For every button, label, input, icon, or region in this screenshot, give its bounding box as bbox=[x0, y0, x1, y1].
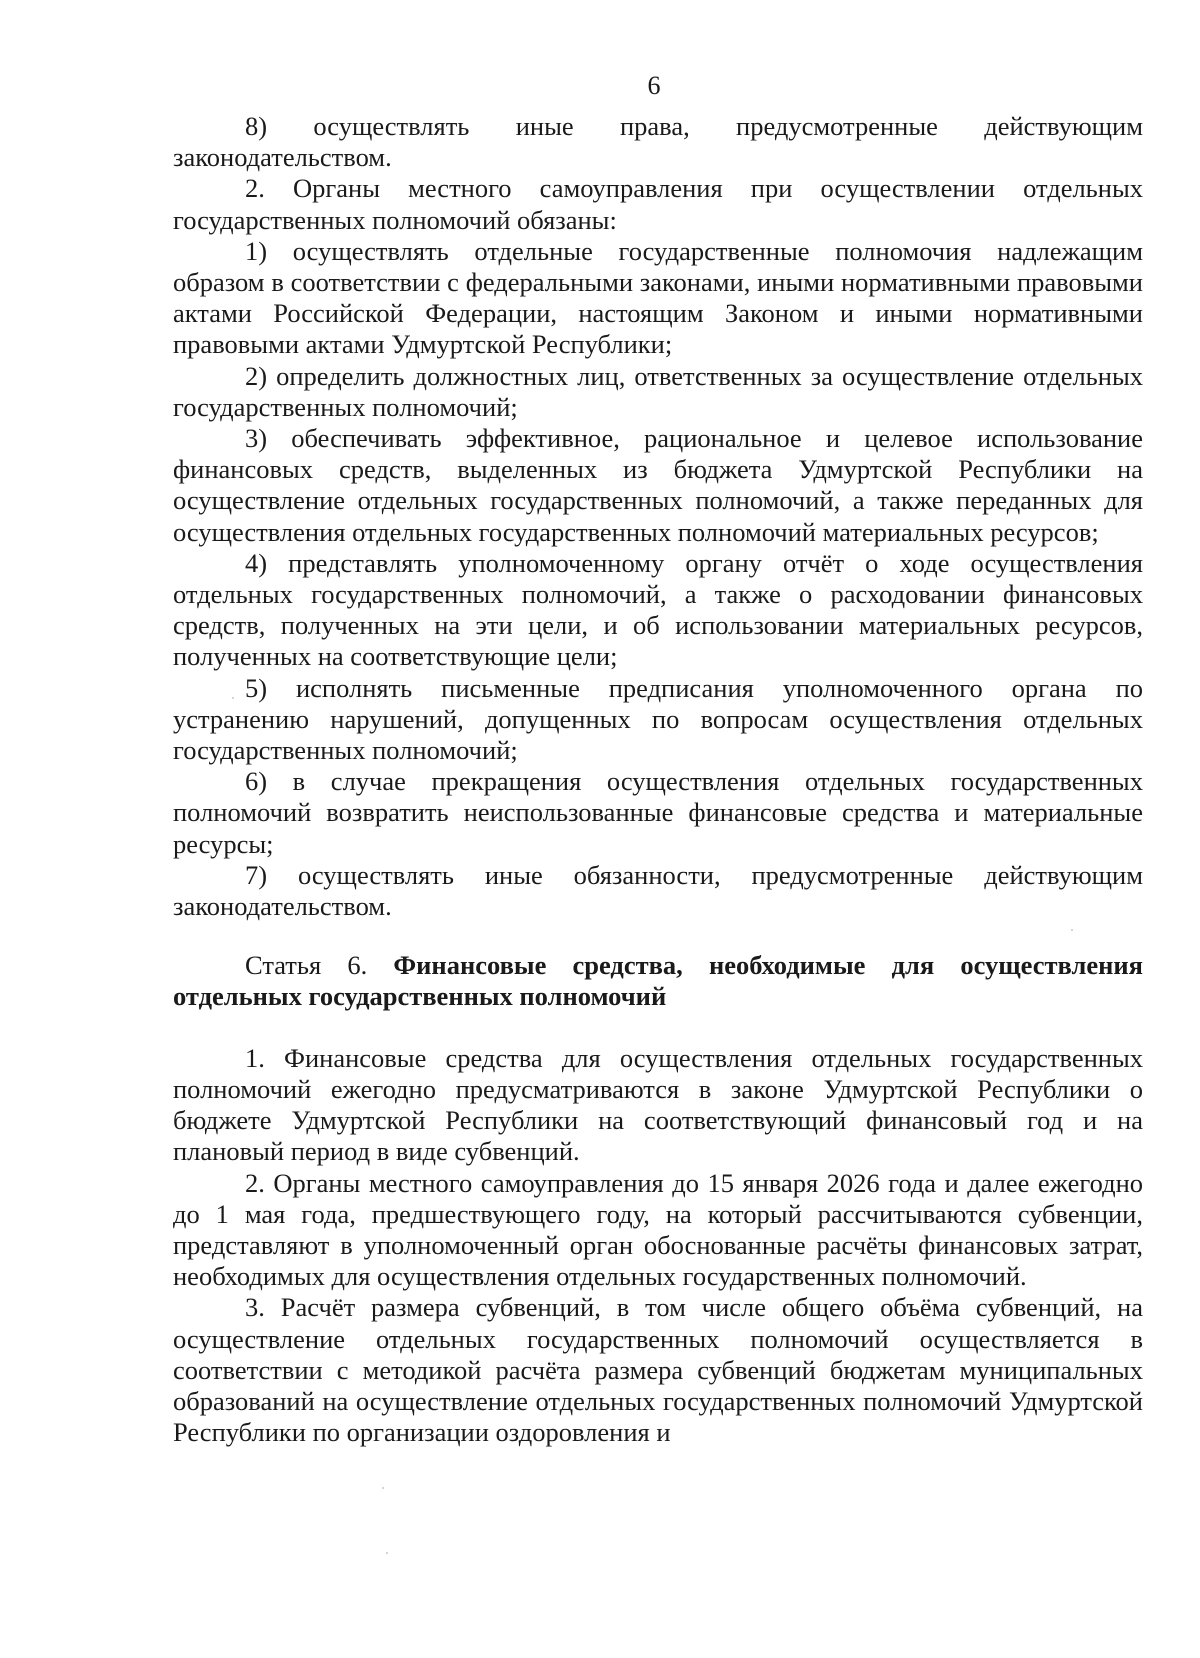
document-body bbox=[173, 111, 1143, 1448]
page-number: 6 bbox=[647, 71, 661, 100]
scan-speck bbox=[386, 1552, 388, 1554]
article-6-paragraph-1: 1. Финансовые средства для осуществления отдельных государственных полномочий ежегодно предусматриваются в законе Удмуртской Республики о бюджете Удмуртской Республики на соответствующий финансовый год и на плановый период в виде субвенций. bbox=[173, 1042, 1143, 1167]
paragraph-obligations-intro: 2. Органы местного самоуправления при осуществлении отдельных государственных полномочий обязаны: bbox=[173, 173, 1143, 235]
obligation-item-3: 3) обеспечивать эффективное, рациональное и целевое использование финансовых средств, выделенных из бюджета Удмуртской Республики на осуществление отдельных государственных полномочий, а также переданных для осуществления отдельных государственных полномочий материальных ресурсов; bbox=[173, 423, 1143, 547]
article-6-title: Финансовые средства, необходимые для осуществления отдельных государственных полномочий bbox=[173, 950, 1143, 1012]
article-6-paragraph-3: 3. Расчёт размера субвенций, в том числе общего объёма субвенций, на осуществление отдельных государственных полномочий осуществляется в соответствии с методикой расчёта размера субвенций бюджетам муниципальных образований на осуществление отдельных государственных полномочий Удмуртской Республики по организации оздоровления и bbox=[173, 1292, 1143, 1448]
obligation-item-7: 7) осуществлять иные обязанности, предусмотренные действующим законодательством. bbox=[173, 859, 1143, 922]
article-6-label: Статья 6. bbox=[245, 950, 368, 981]
article-6-paragraph-2: 2. Органы местного самоуправления до 15 января 2026 года и далее ежегодно до 1 мая года, предшествующего году, на который рассчитываются субвенции, представляют в уполномоченный орган обоснованные расчёты финансовых затрат, необходимых для осуществления отдельных государственных полномочий. bbox=[173, 1167, 1143, 1292]
scan-speck bbox=[382, 1487, 384, 1489]
obligation-item-5: 5) исполнять письменные предписания уполномоченного органа по устранению нарушений, допущенных по вопросам осуществления отдельных государственных полномочий; bbox=[173, 672, 1143, 766]
scan-speck bbox=[232, 697, 234, 699]
obligation-item-4: 4) представлять уполномоченному органу отчёт о ходе осуществления отдельных государственных полномочий, а также о расходовании финансовых средств, полученных на эти цели, и об использовании материальных ресурсов, полученных на соответствующие цели; bbox=[173, 547, 1143, 672]
scan-speck bbox=[1071, 929, 1073, 931]
paragraph-item-8: 8) осуществлять иные права, предусмотренные действующим законодательством. bbox=[173, 111, 1143, 173]
obligation-item-2: 2) определить должностных лиц, ответственных за осуществление отдельных государственных полномочий; bbox=[173, 360, 1143, 422]
article-6-heading bbox=[173, 950, 1143, 1012]
obligation-item-1: 1) осуществлять отдельные государственные полномочия надлежащим образом в соответствии с федеральными законами, иными нормативными правовыми актами Российской Федерации, настоящим Законом и иными нормативными правовыми актами Удмуртской Республики; bbox=[173, 235, 1143, 360]
obligation-item-6: 6) в случае прекращения осуществления отдельных государственных полномочий возвратить неиспользованные финансовые средства и материальные ресурсы; bbox=[173, 766, 1143, 859]
